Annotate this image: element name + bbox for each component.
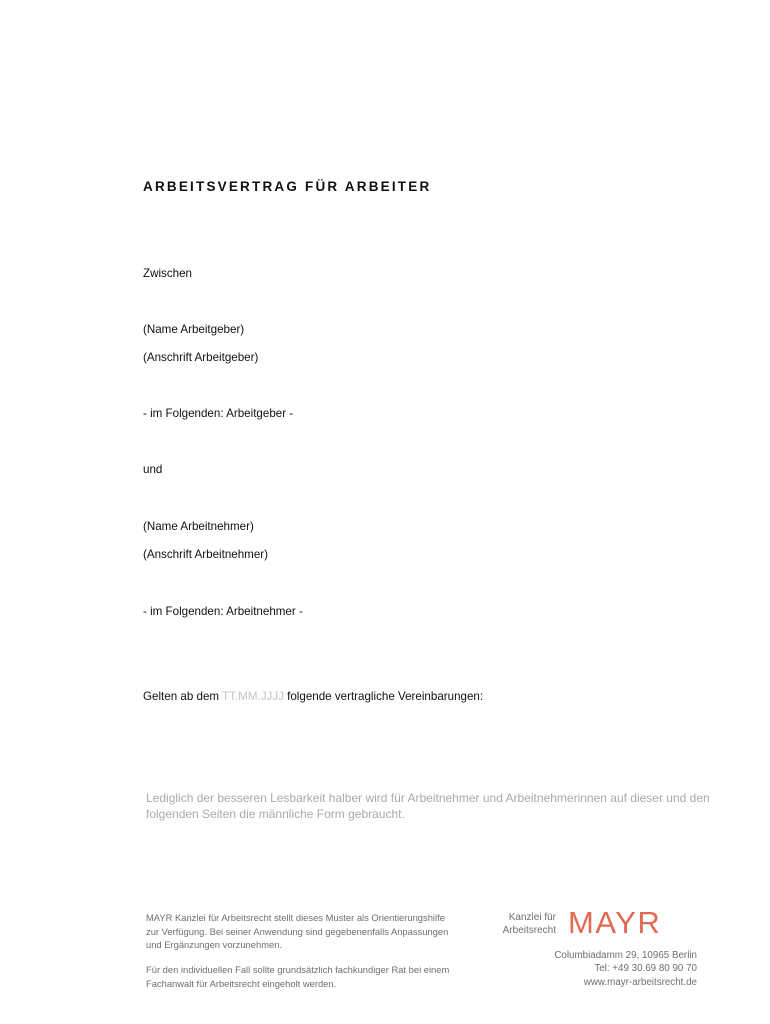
- employee-name-placeholder: (Name Arbeitnehmer): [143, 520, 254, 533]
- footer-website[interactable]: www.mayr-arbeitsrecht.de: [583, 977, 697, 988]
- footer-advice: Für den individuellen Fall sollte grundsätzlich fachkundiger Rat bei einem Fachanwalt für Arbeitsrecht eingeholt werden.: [146, 964, 450, 989]
- validity-suffix: folgende vertragliche Vereinbarungen:: [287, 690, 484, 703]
- mayr-logo: MAYR: [568, 905, 662, 940]
- validity-line: [143, 690, 483, 703]
- employee-reference: - im Folgenden: Arbeitnehmer -: [143, 605, 303, 618]
- validity-prefix: Gelten ab dem: [143, 690, 220, 703]
- between-label: Zwischen: [143, 267, 192, 280]
- footer-disclaimer: MAYR Kanzlei für Arbeitsrecht stellt dieses Muster als Orientierungshilfe zur Verfügung. Bei seiner Anwendung sind gegebenenfalls Anpassungen und Ergänzungen vorzunehmen.: [146, 912, 449, 950]
- start-date-field[interactable]: TT.MM.JJJJ: [222, 690, 284, 703]
- logo-subtitle-line-1: Kanzlei für: [508, 912, 556, 923]
- logo-subtitle-line-2: Arbeitsrecht: [502, 925, 556, 936]
- footer-phone: Tel: +49 30.69 80 90 70: [594, 963, 697, 974]
- employer-address-placeholder: (Anschrift Arbeitgeber): [143, 351, 259, 364]
- and-label: und: [143, 463, 163, 476]
- logo-subtitle: [476, 911, 556, 937]
- footer-address: Columbiadamm 29, 10965 Berlin: [554, 950, 697, 961]
- employer-reference: - im Folgenden: Arbeitgeber -: [143, 407, 294, 420]
- employer-name-placeholder: (Name Arbeitgeber): [143, 323, 245, 336]
- employee-address-placeholder: (Anschrift Arbeitnehmer): [143, 548, 269, 561]
- readability-note: Lediglich der besseren Lesbarkeit halber wird für Arbeitnehmer und Arbeitnehmerinnen auf dieser und den folgenden Seiten die männliche Form gebraucht.: [146, 791, 710, 821]
- document-title: ARBEITSVERTRAG FÜR ARBEITER: [143, 179, 432, 194]
